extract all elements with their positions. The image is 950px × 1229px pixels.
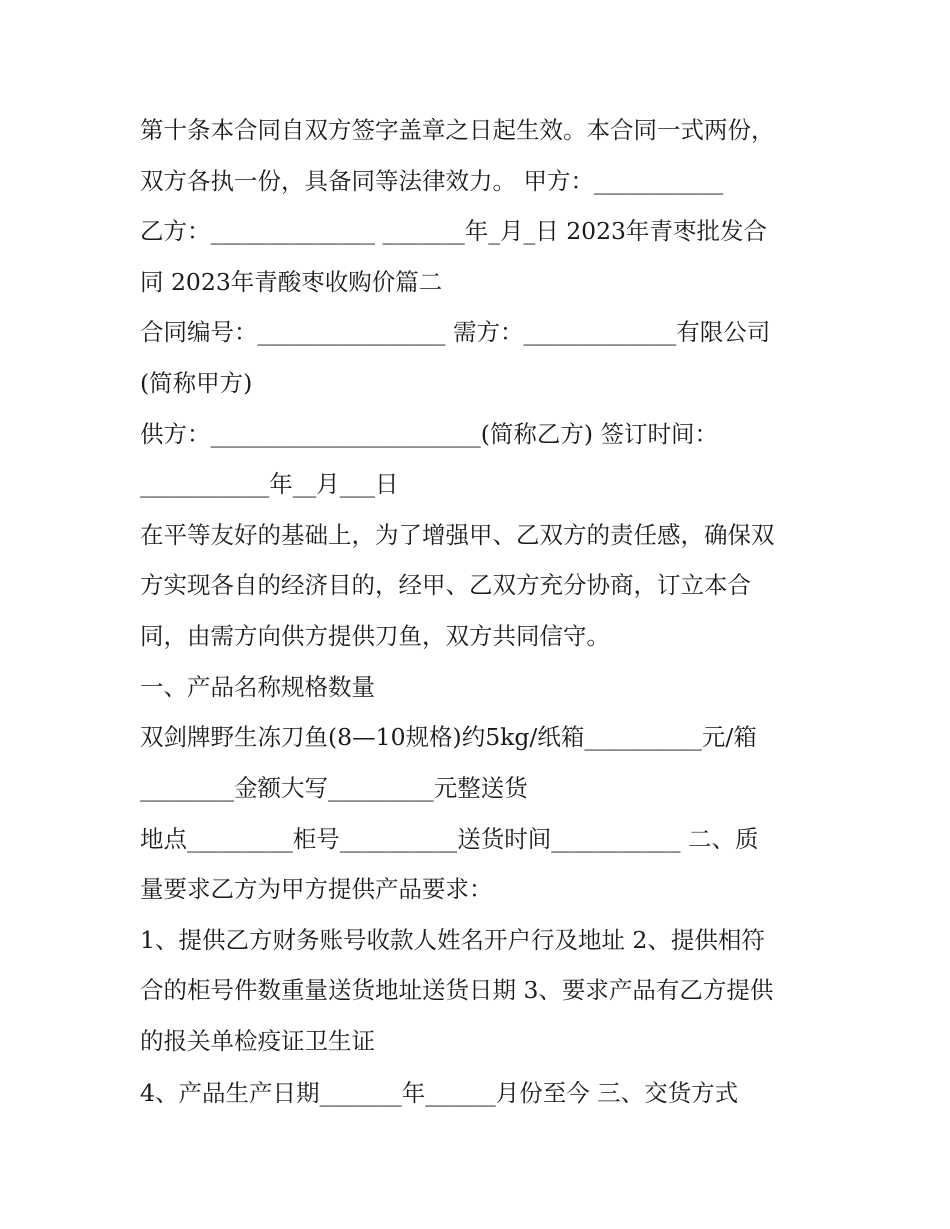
text-line: 地点_________柜号__________送货时间___________ 二、质 — [140, 825, 759, 853]
text-line: ________金额大写_________元整送货 — [140, 774, 528, 802]
text-line: 供方：_______________________(简称乙方) 签订时间： — [140, 420, 719, 448]
text-line: 双方各执一份，具备同等法律效力。 甲方：___________ — [140, 167, 724, 195]
text-line: 1、提供乙方财务账号收款人姓名开户行及地址 2、提供相符 — [140, 926, 765, 954]
text-line: 双剑牌野生冻刀鱼(8—10规格)约5kg/纸箱__________元/箱 — [140, 723, 757, 751]
text-line: 在平等友好的基础上，为了增强甲、乙双方的责任感，确保双 — [140, 521, 775, 549]
text-line: 合的柜号件数重量送货地址送货日期 3、要求产品有乙方提供 — [140, 976, 774, 1004]
text-line: 同，由需方向供方提供刀鱼，双方共同信守。 — [140, 622, 610, 650]
text-line: 方实现各自的经济目的，经甲、乙双方充分协商，订立本合 — [140, 571, 751, 599]
text-line: 的报关单检疫证卫生证 — [140, 1027, 375, 1055]
text-line: 乙方：______________ _______年_月_日 2023年青枣批发合 — [140, 217, 767, 245]
text-line: (简称甲方) — [140, 369, 253, 397]
text-line: 一、产品名称规格数量 — [140, 673, 375, 701]
text-line: 第十条本合同自双方签字盖章之日起生效。本合同一式两份， — [140, 116, 775, 144]
text-line: ___________年__月___日 — [140, 470, 399, 498]
text-line: 4、产品生产日期_______年______月份至今 三、交货方式 — [140, 1079, 739, 1107]
text-line: 合同编号：________________ 需方：_____________有限公司 — [140, 318, 771, 346]
text-line: 同 2023年青酸枣收购价篇二 — [140, 268, 443, 296]
text-line: 量要求乙方为甲方提供产品要求： — [140, 875, 493, 903]
